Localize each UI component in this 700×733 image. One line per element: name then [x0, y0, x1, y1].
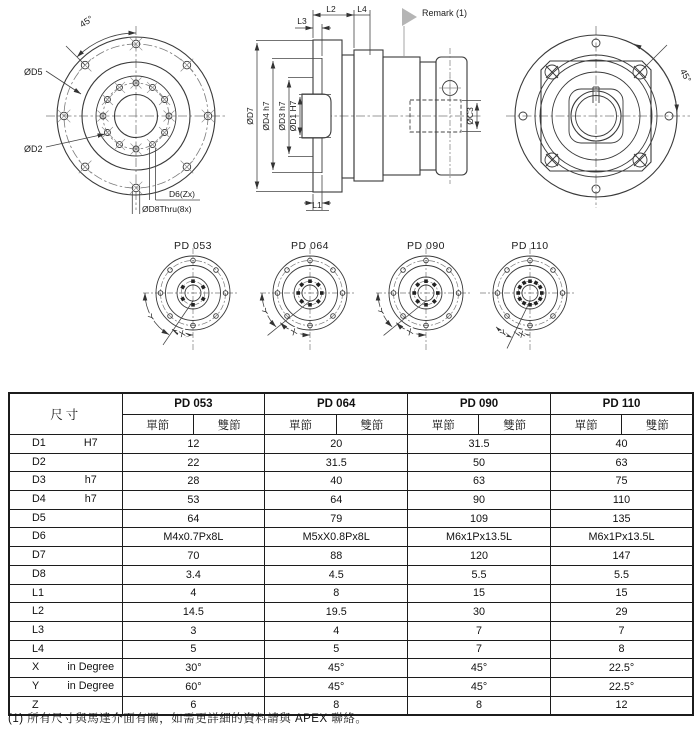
dim-value: 75	[550, 472, 693, 491]
bolt-square	[538, 285, 543, 290]
dim-value: 20	[265, 435, 408, 454]
bolt-square	[540, 291, 544, 295]
table-row	[9, 472, 693, 491]
technical-drawing-main	[0, 0, 700, 232]
dim-value: 14.5	[122, 603, 265, 622]
bolt-square	[424, 279, 428, 283]
dim-value: 12	[122, 435, 265, 454]
dim-value: 8	[265, 584, 408, 603]
remark-label: Remark (1)	[422, 8, 468, 18]
model-header: PD 090	[408, 393, 551, 415]
y-angle-label: Y	[260, 305, 272, 317]
dim-value: 79	[265, 509, 408, 528]
dimension-table	[8, 392, 694, 716]
dim-value: 8	[265, 696, 408, 715]
model-title: PD 110	[511, 240, 549, 252]
dim-name: L1	[32, 586, 45, 599]
bolt-hole	[401, 268, 406, 273]
dim-header: 尺寸	[9, 393, 122, 435]
section-view	[245, 4, 482, 211]
bolt-square	[316, 299, 321, 304]
table-row	[9, 677, 693, 696]
dim-value: 31.5	[265, 453, 408, 472]
bolt-square	[533, 301, 538, 306]
dim-name: D4	[32, 493, 46, 506]
table-row	[9, 528, 693, 547]
dim-label	[9, 640, 122, 659]
d3-dim-label: ØD3 h7	[277, 101, 287, 131]
bolt-square	[296, 291, 300, 295]
remark-flag-icon	[402, 8, 417, 26]
l4-dim-label: L4	[357, 4, 367, 14]
stage-header: 雙節	[193, 415, 264, 435]
l2-dim-label: L2	[326, 4, 336, 14]
dim-value: M6x1Px13.5L	[408, 528, 551, 547]
dim-label	[9, 509, 122, 528]
bolt-square	[522, 280, 527, 285]
stage-header: 雙節	[479, 415, 550, 435]
dim-name: D8	[32, 567, 46, 580]
dim-value: 109	[408, 509, 551, 528]
dim-value: 29	[550, 603, 693, 622]
dim-value: 30	[408, 603, 551, 622]
dim-value: 70	[122, 547, 265, 566]
dim-value: 8	[550, 640, 693, 659]
dim-value: 45°	[408, 677, 551, 696]
dim-value: 3	[122, 621, 265, 640]
bolt-square	[201, 285, 206, 290]
dim-value: 15	[550, 584, 693, 603]
front-view	[24, 13, 226, 214]
dim-value: 50	[408, 453, 551, 472]
dim-label	[9, 547, 122, 566]
dim-name: D2	[32, 455, 46, 468]
bolt-square	[424, 303, 428, 307]
stage-header: 雙節	[622, 415, 693, 435]
dim-name: X	[32, 661, 40, 674]
bolt-square	[522, 301, 527, 306]
dim-name: L3	[32, 623, 45, 636]
model-header: PD 110	[550, 393, 693, 415]
bolt-square	[180, 296, 185, 301]
model-title: PD 053	[173, 240, 213, 252]
table-row	[9, 565, 693, 584]
dim-value: 7	[408, 640, 551, 659]
dim-value: 6	[122, 696, 265, 715]
bolt-hole	[447, 268, 452, 273]
table-row	[9, 509, 693, 528]
dim-label	[9, 472, 122, 491]
dim-name: Y	[32, 679, 40, 692]
bolt-hole	[285, 268, 290, 273]
dim-label	[9, 603, 122, 622]
dim-tolerance: h7	[84, 493, 97, 506]
dim-value: 7	[550, 621, 693, 640]
table-row	[9, 640, 693, 659]
front-angle-label: 45°	[77, 13, 95, 30]
dim-label	[9, 453, 122, 472]
bolt-square	[308, 279, 312, 283]
dim-label	[9, 659, 122, 678]
stage-header: 單節	[122, 415, 193, 435]
bolt-square	[516, 291, 520, 295]
stage-header: 雙節	[336, 415, 407, 435]
dim-value: 120	[408, 547, 551, 566]
dim-value: 45°	[408, 659, 551, 678]
dim-label	[9, 528, 122, 547]
bolt-square	[412, 291, 416, 295]
dim-value: 31.5	[408, 435, 551, 454]
stage-header: 單節	[550, 415, 621, 435]
table-row	[9, 621, 693, 640]
dim-value: 147	[550, 547, 693, 566]
rear-angle-label: 45°	[678, 67, 694, 84]
bolt-square	[180, 285, 185, 290]
rear-view	[506, 26, 693, 208]
d1-dim-label: ØD1 H7	[288, 100, 298, 132]
bolt-hole	[551, 268, 556, 273]
table-row	[9, 491, 693, 510]
model-view-pd090	[376, 248, 472, 350]
dim-name: D6	[32, 530, 46, 543]
l1-dim-label: L1	[312, 200, 322, 210]
y-angle-label: Y	[376, 305, 388, 317]
dim-name: L2	[32, 605, 45, 618]
stage-header: 單節	[265, 415, 336, 435]
model-header: PD 053	[122, 393, 265, 415]
dim-value: 4	[122, 584, 265, 603]
y-angle-label: Y	[497, 327, 509, 339]
dim-value: 64	[265, 491, 408, 510]
dim-value: 22.5°	[550, 659, 693, 678]
dim-label	[9, 621, 122, 640]
table-row	[9, 584, 693, 603]
dim-name: D7	[32, 549, 46, 562]
dim-value: 12	[550, 696, 693, 715]
model-title: PD 064	[290, 240, 330, 252]
dim-name: Z	[32, 698, 39, 711]
bolt-square	[517, 296, 522, 301]
dim-label	[9, 677, 122, 696]
bolt-square	[517, 285, 522, 290]
table-row	[9, 603, 693, 622]
bolt-square	[528, 279, 532, 283]
dim-value: 63	[550, 453, 693, 472]
dim-value: M4x0.7Px8L	[122, 528, 265, 547]
dim-name: D5	[32, 511, 46, 524]
dim-tolerance: h7	[84, 474, 97, 487]
d4-dim-label: ØD4 h7	[261, 101, 271, 131]
bolt-square	[320, 291, 324, 295]
bolt-square	[191, 279, 195, 283]
bolt-square	[432, 299, 437, 304]
dim-tolerance: in Degree	[67, 679, 115, 692]
table-row	[9, 435, 693, 454]
model-header: PD 064	[265, 393, 408, 415]
dim-value: 110	[550, 491, 693, 510]
d6-label: D6(Zx)	[169, 189, 195, 199]
bolt-square	[308, 303, 312, 307]
dim-value: 135	[550, 509, 693, 528]
dim-value: 60°	[122, 677, 265, 696]
dim-value: 40	[265, 472, 408, 491]
dim-value: 5	[122, 640, 265, 659]
d5-label: ØD5	[24, 67, 43, 77]
dim-value: 4.5	[265, 565, 408, 584]
dim-value: 45°	[265, 659, 408, 678]
dim-value: 15	[408, 584, 551, 603]
dim-value: 5	[265, 640, 408, 659]
dim-value: 30°	[122, 659, 265, 678]
model-flange-views	[0, 232, 700, 382]
table-row	[9, 659, 693, 678]
y-angle-label: Y	[145, 311, 157, 323]
dim-value: 28	[122, 472, 265, 491]
dim-value: 7	[408, 621, 551, 640]
d2-label: ØD2	[24, 144, 43, 154]
footnote: (1) 所有尺寸與馬達介面有關，如需更詳細的資料請與 APEX 聯絡。	[8, 713, 368, 725]
dim-value: 90	[408, 491, 551, 510]
bolt-square	[538, 296, 543, 301]
bolt-hole	[214, 268, 219, 273]
x-angle-label: X	[405, 326, 415, 338]
c3-dim-label: ØC3	[465, 107, 475, 125]
dim-value: 4	[265, 621, 408, 640]
dim-value: 63	[408, 472, 551, 491]
dim-name: D1	[32, 437, 46, 449]
bolt-square	[201, 296, 206, 301]
dim-name: D3	[32, 474, 46, 487]
dim-label	[9, 435, 122, 454]
table-row	[9, 453, 693, 472]
bolt-square	[533, 280, 538, 285]
l3-dim-label: L3	[297, 16, 307, 26]
dim-tolerance: H7	[83, 437, 98, 449]
x-angle-label: X	[289, 326, 299, 338]
dim-name: L4	[32, 642, 45, 655]
dim-value: 22.5°	[550, 677, 693, 696]
bolt-hole	[331, 268, 336, 273]
table-row	[9, 547, 693, 566]
d7-dim-label: ØD7	[245, 107, 255, 125]
dim-value: 64	[122, 509, 265, 528]
dim-value: 5.5	[408, 565, 551, 584]
dim-label	[9, 565, 122, 584]
model-view-pd110	[480, 248, 576, 350]
x-angle-label: X	[517, 328, 527, 340]
dim-label	[9, 491, 122, 510]
bolt-hole	[168, 268, 173, 273]
model-title: PD 090	[406, 240, 446, 252]
dim-value: 3.4	[122, 565, 265, 584]
dim-value: 45°	[265, 677, 408, 696]
stage-header: 單節	[408, 415, 479, 435]
d8-label: ØD8Thru(8x)	[142, 204, 192, 214]
x-angle-label: X	[177, 327, 187, 340]
dim-value: 40	[550, 435, 693, 454]
dim-value: 19.5	[265, 603, 408, 622]
dim-value: M6x1Px13.5L	[550, 528, 693, 547]
dim-value: 53	[122, 491, 265, 510]
dim-tolerance: in Degree	[67, 661, 115, 674]
model-view-pd053	[143, 248, 239, 350]
dim-value: 22	[122, 453, 265, 472]
dim-label	[9, 584, 122, 603]
bolt-hole	[505, 268, 510, 273]
model-view-pd064	[260, 248, 356, 350]
dim-value: 8	[408, 696, 551, 715]
bolt-square	[436, 291, 440, 295]
dim-value: M5xX0.8Px8L	[265, 528, 408, 547]
dim-value: 5.5	[550, 565, 693, 584]
dim-value: 88	[265, 547, 408, 566]
